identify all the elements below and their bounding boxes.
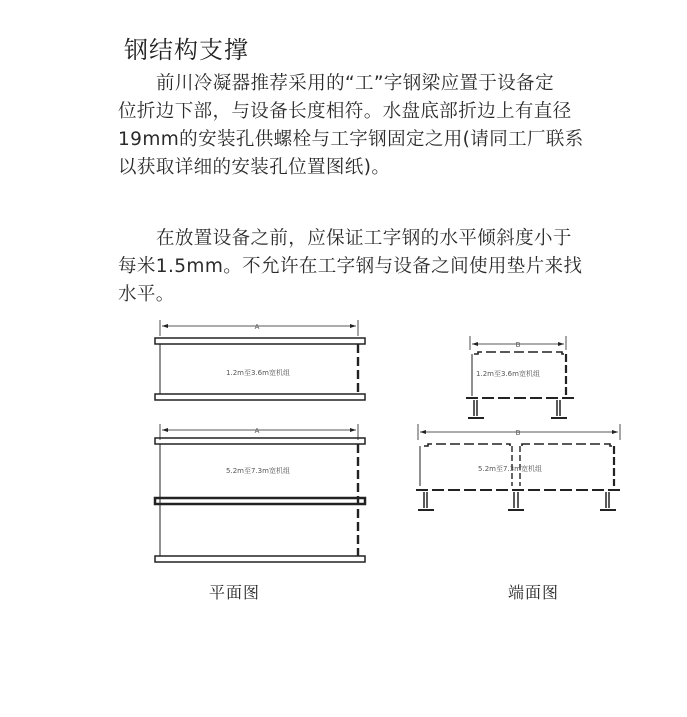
end-bottom-unit-caption: 5.2m至7.3m宽机组 (478, 465, 542, 473)
paragraph-line: 每米1.5mm。不允许在工字钢与设备之间使用垫片来找 (118, 256, 583, 277)
plan-bottom-unit-caption: 5.2m至7.3m宽机组 (226, 467, 290, 475)
paragraph-line: 19mm的安装孔供螺栓与工字钢固定之用(请同工厂联系 (118, 129, 584, 150)
plan-bottom-dim-label: A (254, 427, 260, 435)
end-bottom-dim-label: B (515, 429, 521, 437)
plan-view-top-unit (155, 320, 365, 400)
plan-top-dim-label: A (254, 323, 260, 331)
plan-view-bottom-unit (155, 424, 365, 562)
end-top-unit-caption: 1.2m至3.6m宽机组 (476, 370, 540, 378)
paragraph-line: 水平。 (118, 284, 175, 305)
paragraph-line: 以获取详细的安装孔位置图纸)。 (118, 157, 391, 178)
paragraph-line: 在放置设备之前，应保证工字钢的水平倾斜度小于 (156, 228, 572, 249)
end-view-label: 端面图 (508, 583, 560, 602)
paragraph-line: 前川冷凝器推荐采用的“工”字钢梁应置于设备定 (156, 73, 554, 94)
section-heading: 钢结构支撑 (124, 36, 249, 64)
plan-top-unit-caption: 1.2m至3.6m宽机组 (226, 369, 290, 377)
plan-view-label: 平面图 (209, 583, 261, 602)
end-top-dim-label: B (515, 341, 521, 349)
paragraph-line: 位折边下部，与设备长度相符。水盘底部折边上有直径 (118, 101, 572, 122)
